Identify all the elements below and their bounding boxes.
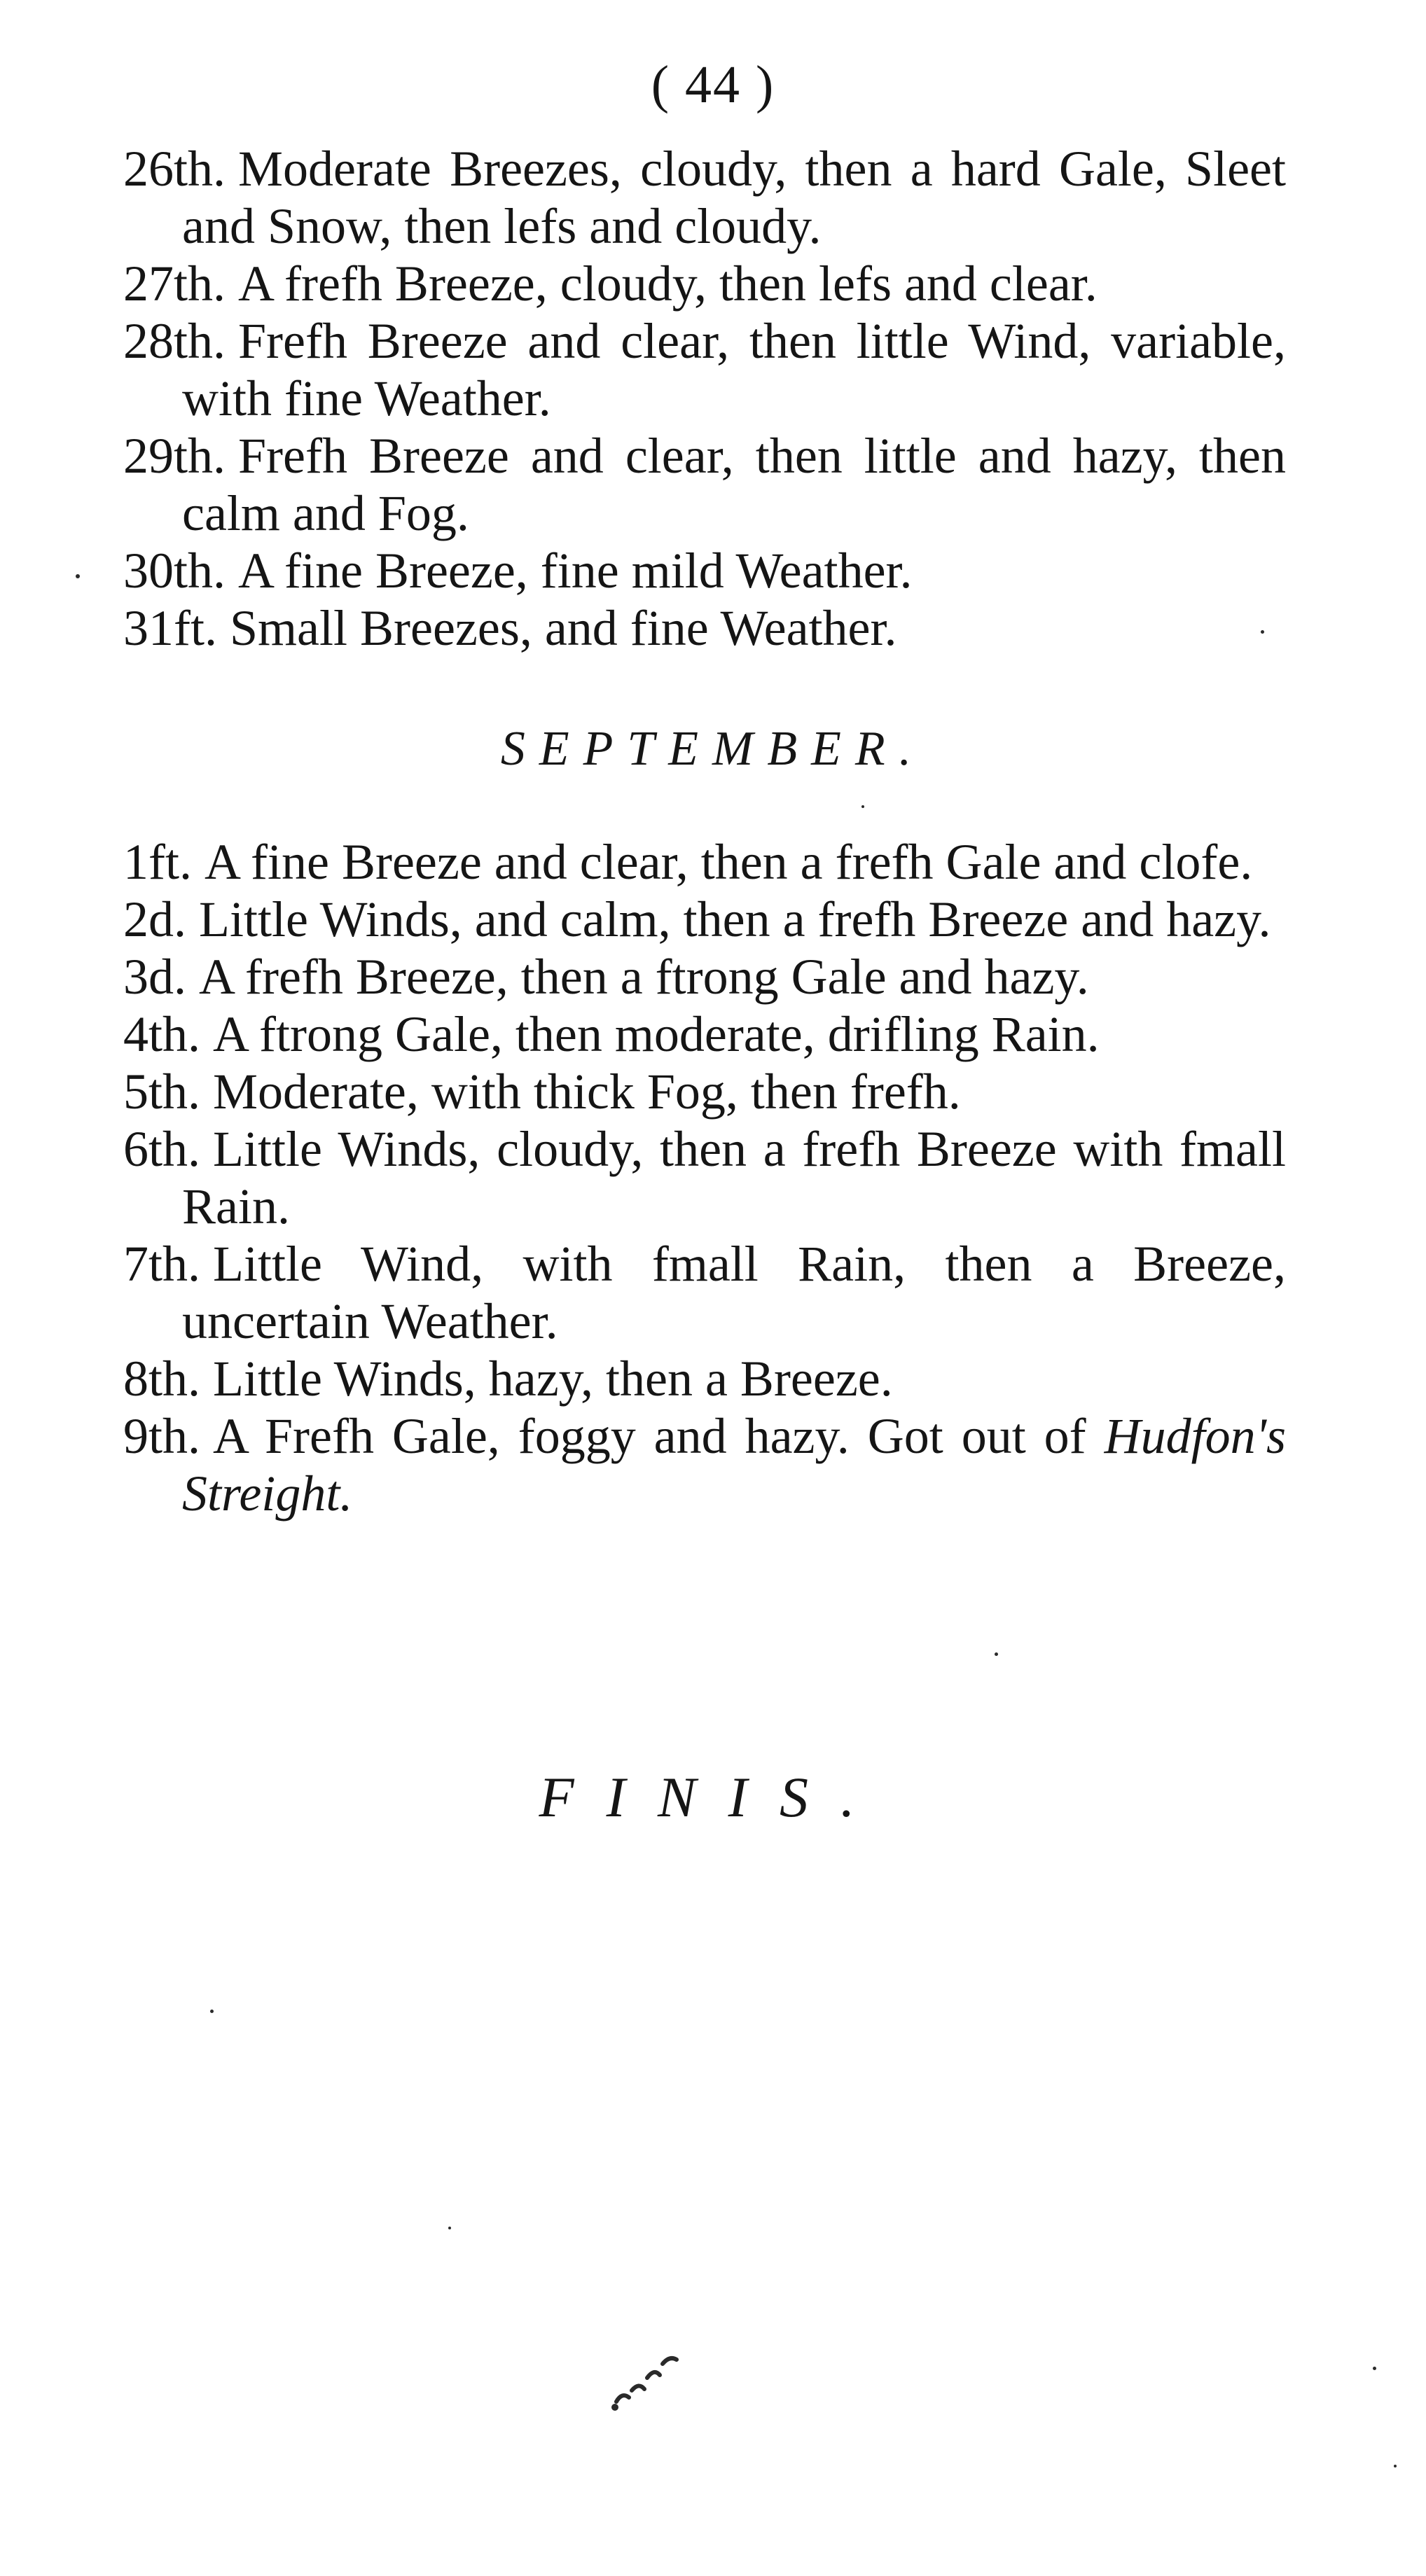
- entry-day: 31ft.: [123, 600, 217, 656]
- entry-day: 7th.: [123, 1236, 201, 1292]
- place-name: Hudfon's Streight.: [182, 1408, 1287, 1522]
- ink-speck: [1373, 2367, 1376, 2370]
- entry-day: 4th.: [123, 1006, 201, 1062]
- journal-entry: [123, 1350, 1286, 1407]
- entry-text: Little Winds, and calm, then a frefh Breeze and hazy.: [199, 891, 1271, 947]
- finis-heading: FINIS.: [539, 1765, 887, 1829]
- entry-text: Moderate, with thick Fog, then frefh.: [213, 1064, 961, 1120]
- ink-speck: [210, 2010, 214, 2013]
- journal-entry: [123, 1235, 1286, 1350]
- entry-day: 3d.: [123, 949, 186, 1005]
- entry-day: 29th.: [123, 428, 226, 484]
- page-number: ( 44 ): [651, 55, 775, 114]
- entry-text: A fine Breeze and clear, then a frefh Gale and clofe.: [204, 834, 1253, 890]
- entry-text: A ftrong Gale, then moderate, drifling Rain.: [213, 1006, 1100, 1062]
- august-entries: [123, 140, 1286, 657]
- entry-day: 26th.: [123, 141, 226, 197]
- entry-text: A fine Breeze, fine mild Weather.: [238, 543, 913, 599]
- journal-entry: [123, 140, 1286, 255]
- entry-day: 8th.: [123, 1351, 201, 1407]
- journal-entry: [123, 599, 1286, 657]
- entry-text: Little Wind, with fmall Rain, then a Breeze, uncertain Weather.: [182, 1236, 1286, 1349]
- journal-entry: [123, 948, 1286, 1005]
- journal-entry: [123, 1120, 1286, 1235]
- ink-speck: [1394, 2465, 1397, 2467]
- entry-text: A frefh Breeze, cloudy, then lefs and clear.: [238, 256, 1098, 312]
- entry-day: 5th.: [123, 1064, 201, 1120]
- ink-speck: [995, 1652, 998, 1656]
- september-entries: [123, 833, 1286, 1522]
- entry-day: 9th.: [123, 1408, 201, 1464]
- journal-entry: [123, 1005, 1286, 1063]
- entry-day: 27th.: [123, 256, 226, 312]
- entry-text: Frefh Breeze and clear, then little Wind, variable, with fine Weather.: [182, 313, 1286, 426]
- journal-entry: [123, 833, 1286, 891]
- entry-text: Little Winds, cloudy, then a frefh Breeze with fmall Rain.: [182, 1121, 1286, 1234]
- entry-day: 1ft.: [123, 834, 192, 890]
- small-ornament-icon: [602, 2339, 686, 2416]
- entry-day: 30th.: [123, 543, 226, 599]
- entry-text: Frefh Breeze and clear, then little and hazy, then calm and Fog.: [182, 428, 1286, 541]
- journal-entry: [123, 255, 1286, 312]
- entry-text: Moderate Breezes, cloudy, then a hard Gale, Sleet and Snow, then lefs and cloudy.: [182, 141, 1286, 254]
- journal-entry: [123, 891, 1286, 948]
- journal-entry: [123, 427, 1286, 542]
- ink-speck: [861, 805, 864, 808]
- ink-speck: [1261, 630, 1264, 634]
- entry-day: 6th.: [123, 1121, 201, 1177]
- month-heading-september: SEPTEMBER.: [500, 722, 926, 776]
- journal-entry: [123, 1407, 1286, 1522]
- entry-text: A frefh Breeze, then a ftrong Gale and hazy.: [199, 949, 1089, 1005]
- journal-entry: [123, 1063, 1286, 1120]
- journal-entry: [123, 312, 1286, 427]
- ink-speck: [448, 2227, 451, 2229]
- entry-day: 28th.: [123, 313, 226, 369]
- ink-speck: [76, 574, 80, 578]
- entry-text: Little Winds, hazy, then a Breeze.: [213, 1351, 893, 1407]
- journal-entry: [123, 542, 1286, 599]
- entry-text: Small Breezes, and fine Weather.: [229, 600, 897, 656]
- entry-day: 2d.: [123, 891, 186, 947]
- entry-text: A Frefh Gale, foggy and hazy. Got out of: [213, 1408, 1086, 1464]
